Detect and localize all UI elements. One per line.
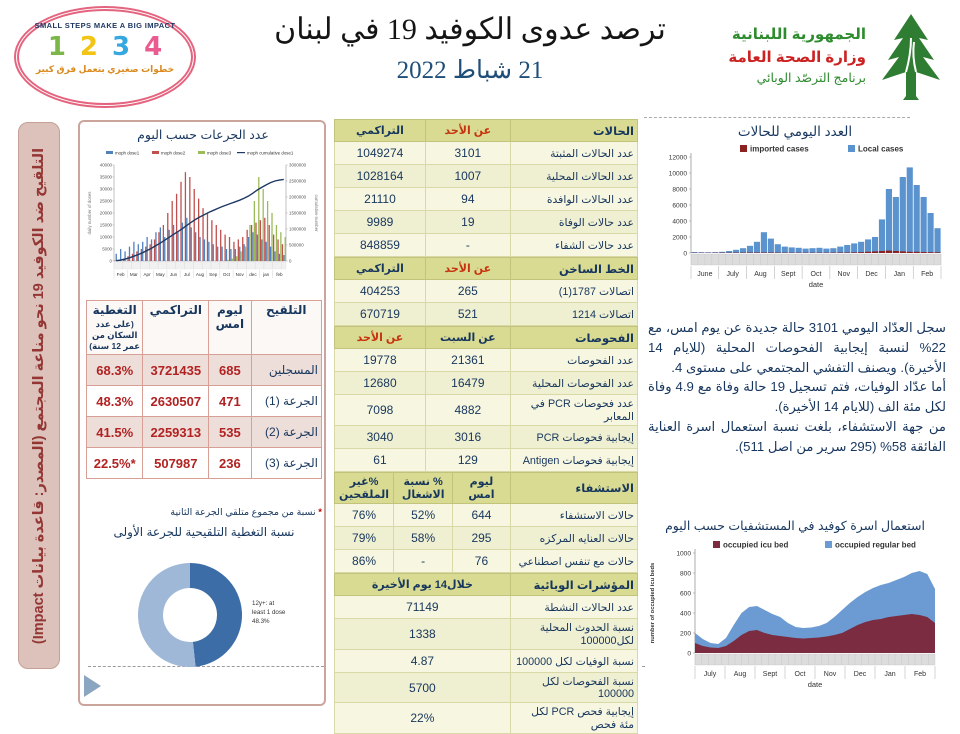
vaccination-col-header: التغطية (على عدد السكان من عمر 12 سنة) bbox=[87, 301, 143, 355]
svg-text:200: 200 bbox=[680, 630, 691, 637]
svg-text:occupied icu bed: occupied icu bed bbox=[723, 541, 788, 550]
row-label: إيجابية فحص PCR لكل مئة فحص bbox=[510, 703, 637, 734]
stats-table-الفحوصات bbox=[334, 326, 638, 472]
first-dose-coverage-donut-chart bbox=[100, 543, 310, 685]
svg-text:500000: 500000 bbox=[289, 243, 304, 248]
vaccination-cell: 3721435 bbox=[143, 355, 209, 386]
daily-cases-chart-title: العدد اليومي للحالات bbox=[642, 124, 948, 140]
svg-text:Oct: Oct bbox=[223, 272, 231, 277]
summary-narrative bbox=[648, 318, 946, 457]
row-label: حالات العنايه المركزه bbox=[510, 527, 637, 550]
svg-text:number of occupied icu beds: number of occupied icu beds bbox=[650, 563, 656, 644]
section-title: الفحوصات bbox=[510, 327, 637, 349]
svg-text:Aug: Aug bbox=[734, 671, 747, 678]
beds-chart-title: استعمال اسرة كوفيد في المستشفيات حسب اليوم bbox=[642, 518, 948, 533]
badge-slogan: SMALL STEPS MAKE A BIG IMPACT bbox=[19, 21, 191, 30]
svg-text:date: date bbox=[808, 680, 823, 689]
badge-slogan-arabic: خطوات صغيري بتعمل فرق كبير bbox=[19, 64, 191, 75]
cell-value: 9989 bbox=[335, 211, 426, 234]
row-label: عدد الحالات المثبتة bbox=[510, 142, 637, 165]
svg-text:Feb: Feb bbox=[117, 272, 125, 277]
svg-text:48.3%: 48.3% bbox=[252, 618, 270, 625]
svg-text:2000000: 2000000 bbox=[289, 195, 307, 200]
cell-value: 61 bbox=[335, 449, 426, 472]
svg-text:Feb: Feb bbox=[914, 671, 926, 678]
svg-text:Sept: Sept bbox=[781, 271, 795, 278]
vaccination-cell: 22.5%* bbox=[87, 448, 143, 479]
svg-text:2500000: 2500000 bbox=[289, 179, 307, 184]
svg-text:moph dose2: moph dose2 bbox=[161, 151, 186, 156]
row-label: عدد حالات الوفاة bbox=[510, 211, 637, 234]
cell-value: 295 bbox=[453, 527, 511, 550]
svg-text:10000: 10000 bbox=[100, 235, 113, 240]
row-label: عدد الحالات الوافدة bbox=[510, 188, 637, 211]
narrative-paragraph-1: سجل العدّاد اليومي 3101 حالة جديدة عن يوم امس، مع 22% لنسبة إيجابية الفحوصات المحلية (للايام 14 الأخيرة). ويصنف التفشي المجتمعي على مستوى 4. bbox=[648, 318, 946, 377]
svg-text:12000: 12000 bbox=[669, 154, 688, 161]
badge-numbers bbox=[19, 34, 191, 60]
badge-number: 1 bbox=[48, 34, 66, 60]
cell-value: - bbox=[394, 550, 453, 573]
cell-value: 5700 bbox=[335, 673, 511, 703]
svg-text:July: July bbox=[704, 671, 717, 678]
svg-text:Jun: Jun bbox=[170, 272, 178, 277]
cell-value: 4.87 bbox=[335, 650, 511, 673]
vaccination-cell: 471 bbox=[209, 386, 251, 417]
section-title: المؤشرات الوبائية bbox=[510, 574, 637, 596]
row-label: نسبة الفحوصات لكل 100000 bbox=[510, 673, 637, 703]
cell-value: 79% bbox=[335, 527, 394, 550]
svg-text:July: July bbox=[726, 271, 739, 278]
cell-value: 404253 bbox=[335, 280, 426, 303]
cell-value: 86% bbox=[335, 550, 394, 573]
cell-value: 129 bbox=[425, 449, 510, 472]
svg-text:8000: 8000 bbox=[672, 186, 687, 193]
stats-table-الخط الساخن bbox=[334, 257, 638, 326]
row-label: نسبة الحدوث المحلية لكل100000 bbox=[510, 619, 637, 650]
row-label: عدد الحالات النشطة bbox=[510, 596, 637, 619]
cell-value: 21361 bbox=[425, 349, 510, 372]
col-header: ليوم امس bbox=[453, 473, 511, 504]
cell-value: 4882 bbox=[425, 395, 510, 426]
cell-value: 76% bbox=[335, 504, 394, 527]
vaccination-cell: المسجلين bbox=[251, 355, 322, 386]
svg-text:400: 400 bbox=[680, 610, 691, 617]
cell-value: 644 bbox=[453, 504, 511, 527]
svg-text:0: 0 bbox=[683, 250, 687, 257]
svg-text:0: 0 bbox=[687, 650, 691, 657]
vaccination-col-header: التراكمي bbox=[143, 301, 209, 355]
section-title: الخط الساخن bbox=[510, 258, 637, 280]
cell-value: 265 bbox=[425, 280, 510, 303]
svg-text:jan: jan bbox=[262, 272, 270, 277]
col-header: عن الأحد bbox=[425, 120, 510, 142]
layout-guide-line bbox=[644, 117, 910, 118]
vaccination-section-tab bbox=[18, 122, 60, 669]
row-label: عدد الحالات المحلية bbox=[510, 165, 637, 188]
vaccination-cell: 2259313 bbox=[143, 417, 209, 448]
cell-value: 16479 bbox=[425, 372, 510, 395]
svg-text:Mar: Mar bbox=[130, 272, 138, 277]
row-label: إيجابية فحوصات PCR bbox=[510, 426, 637, 449]
cell-value: 848859 bbox=[335, 234, 426, 257]
vaccination-cell: 68.3% bbox=[87, 355, 143, 386]
statistics-tables bbox=[334, 119, 638, 734]
svg-text:Nov: Nov bbox=[236, 272, 245, 277]
cell-value: 94 bbox=[425, 188, 510, 211]
badge-number: 2 bbox=[80, 34, 98, 60]
cell-value: 1049274 bbox=[335, 142, 426, 165]
cell-value: 52% bbox=[394, 504, 453, 527]
vaccination-cell: 48.3% bbox=[87, 386, 143, 417]
svg-text:moph dose3: moph dose3 bbox=[207, 151, 232, 156]
cell-value: 12680 bbox=[335, 372, 426, 395]
svg-text:June: June bbox=[697, 271, 712, 278]
svg-text:4000: 4000 bbox=[672, 218, 687, 225]
badge-number: 4 bbox=[144, 34, 162, 60]
col-header: عن الأحد bbox=[335, 327, 426, 349]
svg-text:Apr: Apr bbox=[143, 272, 151, 277]
donut-chart-title: نسبة التغطية التلقيحية للجرعة الأولى bbox=[86, 525, 322, 539]
svg-text:35000: 35000 bbox=[100, 175, 113, 180]
vaccination-cell: 41.5% bbox=[87, 417, 143, 448]
svg-text:daily number of doses: daily number of doses bbox=[87, 191, 92, 235]
svg-text:occupied regular bed: occupied regular bed bbox=[835, 541, 916, 550]
svg-text:15000: 15000 bbox=[100, 223, 113, 228]
svg-text:2000: 2000 bbox=[672, 234, 687, 241]
svg-text:10000: 10000 bbox=[669, 170, 688, 177]
ministry-line3: برنامج الترصّد الوبائي bbox=[728, 69, 866, 88]
svg-text:Feb: Feb bbox=[921, 271, 933, 278]
row-label: حالات مع تنفس اصطناعي bbox=[510, 550, 637, 573]
row-label: عدد الفحوصات المحلية bbox=[510, 372, 637, 395]
svg-text:date: date bbox=[809, 280, 824, 289]
svg-text:12y+: at: 12y+: at bbox=[252, 600, 274, 607]
row-label: اتصالات 1787(1) bbox=[510, 280, 637, 303]
col-header: عن الأحد bbox=[425, 258, 510, 280]
doses-per-day-chart bbox=[84, 143, 322, 298]
page-title: ترصد عدوى الكوفيد 19 في لبنان bbox=[255, 12, 685, 47]
vaccination-cell: 535 bbox=[209, 417, 251, 448]
cell-value: 3101 bbox=[425, 142, 510, 165]
svg-text:least 1 dose: least 1 dose bbox=[252, 609, 286, 616]
doses-chart-title: عدد الجرعات حسب اليوم bbox=[84, 127, 322, 142]
cell-value: 1338 bbox=[335, 619, 511, 650]
vaccination-table-grid bbox=[86, 300, 322, 479]
svg-text:Jan: Jan bbox=[884, 671, 895, 678]
svg-text:Local cases: Local cases bbox=[858, 145, 904, 154]
vaccination-cell: الجرعة (1) bbox=[251, 386, 322, 417]
vaccination-cell: 236 bbox=[209, 448, 251, 479]
svg-text:Jul: Jul bbox=[184, 272, 190, 277]
svg-text:moph dose1: moph dose1 bbox=[115, 151, 140, 156]
daily-cases-chart bbox=[645, 141, 950, 313]
svg-text:6000: 6000 bbox=[672, 202, 687, 209]
vaccination-cell: 2630507 bbox=[143, 386, 209, 417]
svg-text:Dec: Dec bbox=[854, 671, 867, 678]
cell-value: 21110 bbox=[335, 188, 426, 211]
svg-text:Oct: Oct bbox=[795, 671, 806, 678]
row-label: اتصالات 1214 bbox=[510, 303, 637, 326]
row-label: عدد حالات الشفاء bbox=[510, 234, 637, 257]
col-header: خلال14 يوم الأخيرة bbox=[335, 574, 511, 596]
col-header: التراكمي bbox=[335, 258, 426, 280]
ministry-line2: وزارة الصحة العامة bbox=[728, 47, 866, 70]
row-label: إيجابية فحوصات Antigen bbox=[510, 449, 637, 472]
svg-text:5000: 5000 bbox=[102, 247, 112, 252]
svg-text:0: 0 bbox=[110, 259, 113, 264]
vaccination-cell: 507987 bbox=[143, 448, 209, 479]
svg-text:Sept: Sept bbox=[763, 671, 777, 678]
report-title-block bbox=[255, 12, 685, 85]
row-label: حالات الاستشفاء bbox=[510, 504, 637, 527]
cell-value: 71149 bbox=[335, 596, 511, 619]
svg-text:May: May bbox=[156, 272, 165, 277]
covid-beds-chart bbox=[645, 535, 950, 713]
cell-value: 19778 bbox=[335, 349, 426, 372]
svg-text:1000: 1000 bbox=[676, 550, 691, 557]
svg-text:1000000: 1000000 bbox=[289, 227, 307, 232]
svg-text:Oct: Oct bbox=[811, 271, 822, 278]
row-label: عدد الفحوصات bbox=[510, 349, 637, 372]
cell-value: 521 bbox=[425, 303, 510, 326]
ministry-text bbox=[728, 24, 866, 88]
cell-value: 1028164 bbox=[335, 165, 426, 188]
svg-text:600: 600 bbox=[680, 590, 691, 597]
cell-value: 7098 bbox=[335, 395, 426, 426]
report-date: 21 شباط 2022 bbox=[255, 55, 685, 85]
svg-text:800: 800 bbox=[680, 570, 691, 577]
svg-text:20000: 20000 bbox=[100, 211, 113, 216]
vaccination-section-label: التلقيح ضد الكوفيد 19 نحو مناعة المجتمع (المصدر: قاعدة بيانات Impact) bbox=[31, 128, 47, 663]
stats-table-الاستشفاء bbox=[334, 472, 638, 573]
vaccination-col-header: التلقيح bbox=[251, 301, 322, 355]
cell-value: 58% bbox=[394, 527, 453, 550]
svg-text:30000: 30000 bbox=[100, 187, 113, 192]
svg-text:Aug: Aug bbox=[754, 271, 767, 278]
stats-table-المؤشرات الوبائية bbox=[334, 573, 638, 734]
row-label: نسبة الوفيات لكل 100000 bbox=[510, 650, 637, 673]
cell-value: 1007 bbox=[425, 165, 510, 188]
svg-text:moph cumulative dose1: moph cumulative dose1 bbox=[247, 151, 294, 156]
ministry-line1: الجمهورية اللبنانية bbox=[728, 24, 866, 47]
svg-text:Jan: Jan bbox=[894, 271, 905, 278]
svg-text:imported cases: imported cases bbox=[750, 145, 809, 154]
cedar-tree-icon bbox=[872, 10, 950, 102]
svg-text:Dec: Dec bbox=[865, 271, 878, 278]
vaccination-table bbox=[86, 300, 322, 479]
narrative-paragraph-2: أما عدّاد الوفيات، فتم تسجيل 19 حالة وفاة مع 4.9 وفاة لكل مئة الف (للايام 14 الأخيرة). bbox=[648, 377, 946, 417]
vaccination-cell: الجرعة (2) bbox=[251, 417, 322, 448]
svg-text:dec: dec bbox=[249, 272, 257, 277]
ministry-logo bbox=[650, 6, 950, 106]
svg-text:3000000: 3000000 bbox=[289, 163, 307, 168]
cell-value: 670719 bbox=[335, 303, 426, 326]
col-header: عن السبت bbox=[425, 327, 510, 349]
vaccination-footnote: * نسبة من مجموع متلقي الجرعة الثانية bbox=[86, 507, 322, 518]
section-title: الحالات bbox=[510, 120, 637, 142]
svg-text:0: 0 bbox=[289, 259, 292, 264]
cell-value: 76 bbox=[453, 550, 511, 573]
section-title: الاستشفاء bbox=[510, 473, 637, 504]
col-header: % نسبة الاشغال bbox=[394, 473, 453, 504]
cell-value: 3040 bbox=[335, 426, 426, 449]
vaccination-col-header: ليوم امس bbox=[209, 301, 251, 355]
small-steps-logo bbox=[14, 6, 196, 108]
col-header: %غير الملقحين bbox=[335, 473, 394, 504]
vaccination-cell: 685 bbox=[209, 355, 251, 386]
svg-text:40000: 40000 bbox=[100, 163, 113, 168]
svg-text:Nov: Nov bbox=[824, 671, 837, 678]
svg-text:cumulative number: cumulative number bbox=[314, 194, 319, 232]
svg-text:Aug: Aug bbox=[196, 272, 205, 277]
cell-value: 3016 bbox=[425, 426, 510, 449]
stats-table-الحالات bbox=[334, 119, 638, 257]
svg-text:Nov: Nov bbox=[838, 271, 851, 278]
col-header: التراكمي bbox=[335, 120, 426, 142]
narrative-paragraph-3: من جهة الاستشفاء، بلغت نسبة استعمال اسرة العناية الفائقة 58% (295 سرير من اصل 511). bbox=[648, 417, 946, 457]
svg-text:25000: 25000 bbox=[100, 199, 113, 204]
cell-value: 22% bbox=[335, 703, 511, 734]
row-label: عدد فحوصات PCR في المعابر bbox=[510, 395, 637, 426]
badge-number: 3 bbox=[112, 34, 130, 60]
svg-text:feb: feb bbox=[276, 272, 283, 277]
slide-arrow-icon bbox=[84, 675, 101, 697]
cell-value: - bbox=[425, 234, 510, 257]
svg-text:1500000: 1500000 bbox=[289, 211, 307, 216]
cell-value: 19 bbox=[425, 211, 510, 234]
svg-text:Sep: Sep bbox=[209, 272, 218, 277]
vaccination-cell: الجرعة (3) bbox=[251, 448, 322, 479]
